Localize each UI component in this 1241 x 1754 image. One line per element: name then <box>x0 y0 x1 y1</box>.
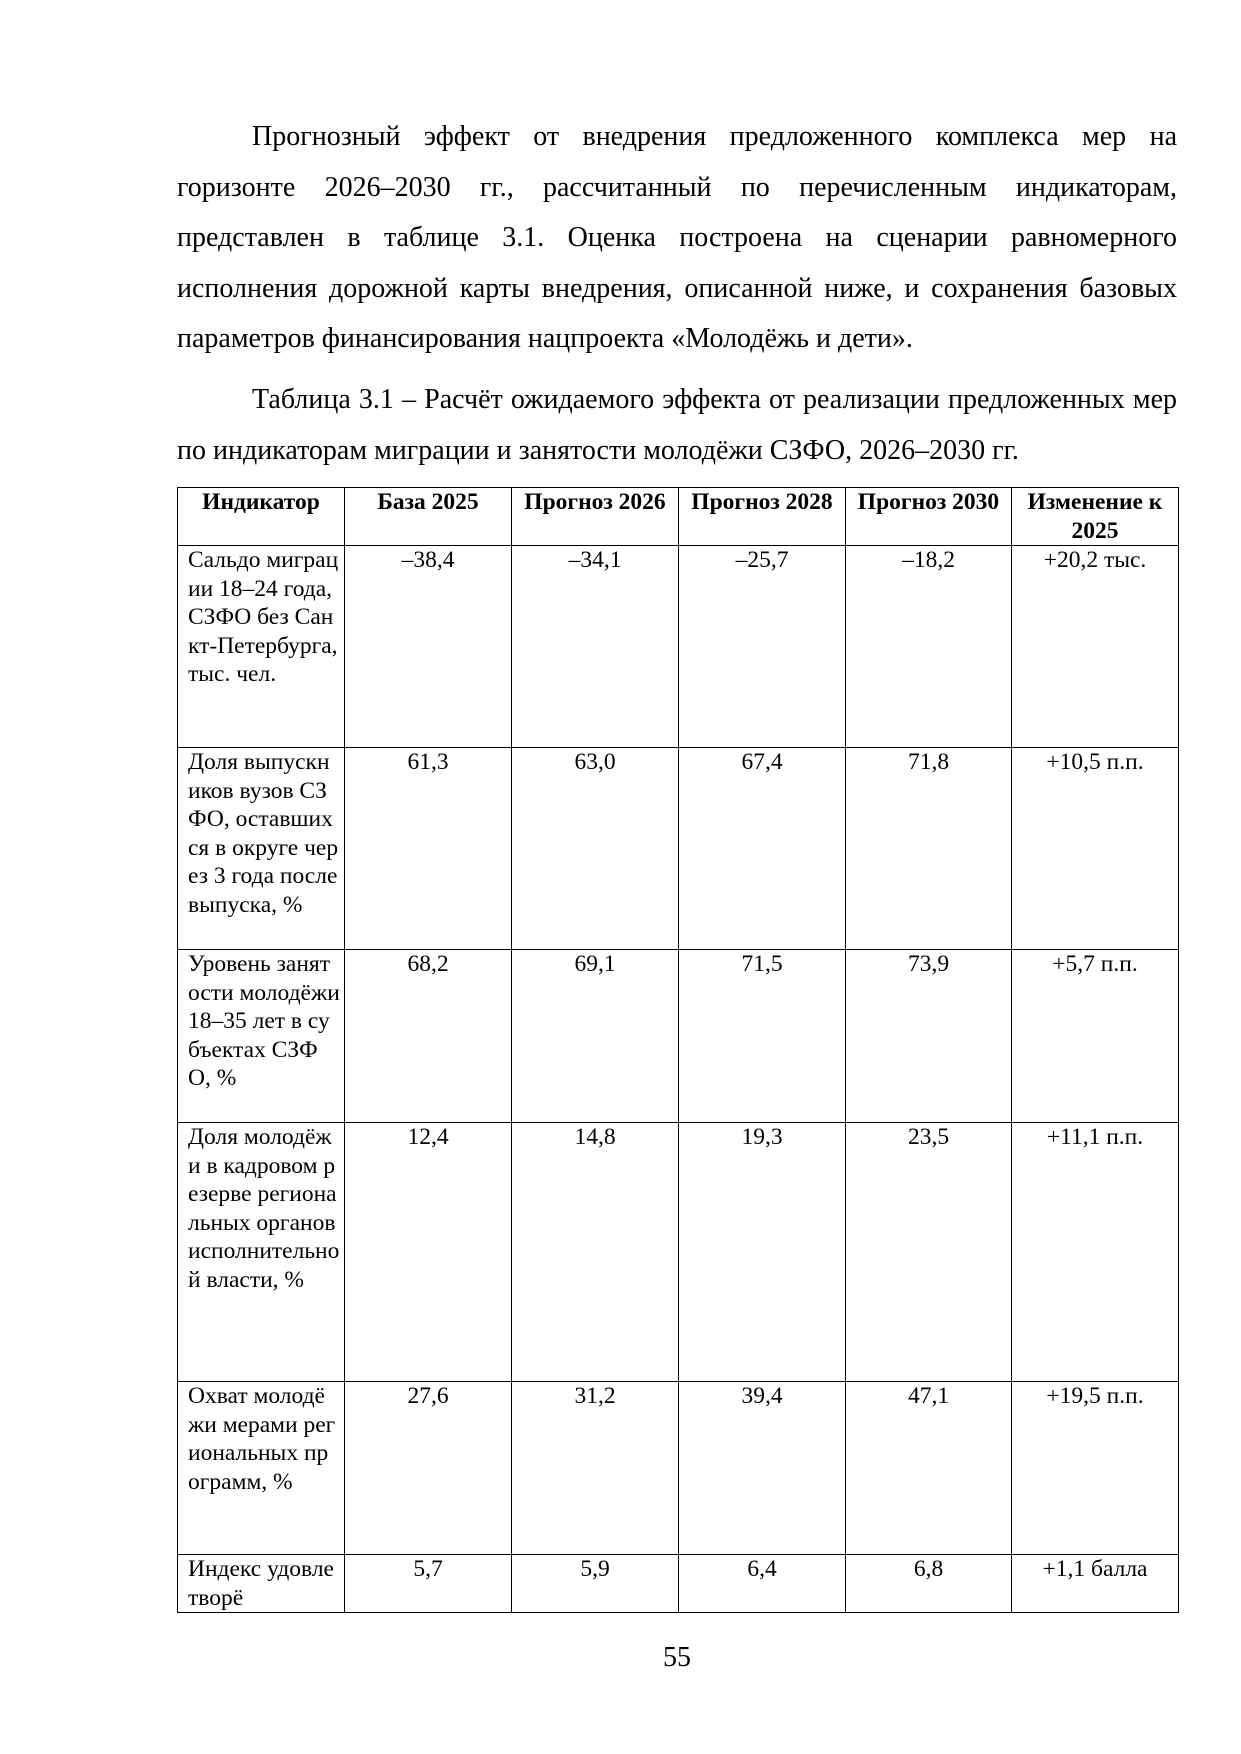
page-number: 55 <box>663 1642 691 1673</box>
cell-indicator: Сальдо миграции 18–24 года, СЗФО без Санкт-Петербурга, тыс. чел. <box>178 546 345 748</box>
cell-base-2025: 61,3 <box>345 748 512 950</box>
cell-indicator: Охват молодёжи мерами региональных программ, % <box>178 1382 345 1555</box>
table-header-row <box>178 488 1179 546</box>
table-row <box>178 546 1179 748</box>
cell-change: +1,1 балла <box>1012 1555 1179 1613</box>
cell-indicator: Доля выпускников вузов СЗФО, оставшихся в округе через 3 года после выпуска, % <box>178 748 345 950</box>
cell-base-2025: 27,6 <box>345 1382 512 1555</box>
cell-forecast-2026: –34,1 <box>512 546 679 748</box>
table-row <box>178 950 1179 1123</box>
cell-forecast-2026: 14,8 <box>512 1123 679 1382</box>
cell-forecast-2028: –25,7 <box>679 546 846 748</box>
header-base-2025: База 2025 <box>345 488 512 546</box>
cell-forecast-2028: 6,4 <box>679 1555 846 1613</box>
header-forecast-2028: Прогноз 2028 <box>679 488 846 546</box>
cell-indicator: Уровень занятости молодёжи 18–35 лет в субъектах СЗФО, % <box>178 950 345 1123</box>
cell-forecast-2026: 5,9 <box>512 1555 679 1613</box>
table-row <box>178 748 1179 950</box>
cell-forecast-2030: 47,1 <box>846 1382 1012 1555</box>
cell-forecast-2026: 69,1 <box>512 950 679 1123</box>
header-forecast-2030: Прогноз 2030 <box>846 488 1012 546</box>
table-row <box>178 1123 1179 1382</box>
cell-change: +5,7 п.п. <box>1012 950 1179 1123</box>
table-caption: Таблица 3.1 – Расчёт ожидаемого эффекта от реализации предложенных мер по индикаторам миграции и занятости молодёжи СЗФО, 2026–2030 гг. <box>177 384 1177 466</box>
cell-indicator: Доля молодёжи в кадровом резерве региональных органов исполнительной власти, % <box>178 1123 345 1382</box>
cell-change: +11,1 п.п. <box>1012 1123 1179 1382</box>
cell-change: +20,2 тыс. <box>1012 546 1179 748</box>
cell-forecast-2028: 71,5 <box>679 950 846 1123</box>
cell-change: +10,5 п.п. <box>1012 748 1179 950</box>
cell-forecast-2026: 63,0 <box>512 748 679 950</box>
cell-base-2025: 68,2 <box>345 950 512 1123</box>
cell-base-2025: –38,4 <box>345 546 512 748</box>
table-row <box>178 1382 1179 1555</box>
cell-forecast-2028: 39,4 <box>679 1382 846 1555</box>
cell-base-2025: 12,4 <box>345 1123 512 1382</box>
table-row <box>178 1555 1179 1613</box>
forecast-table <box>177 487 1179 1613</box>
cell-forecast-2030: 71,8 <box>846 748 1012 950</box>
cell-forecast-2026: 31,2 <box>512 1382 679 1555</box>
cell-forecast-2028: 19,3 <box>679 1123 846 1382</box>
cell-forecast-2030: 73,9 <box>846 950 1012 1123</box>
cell-forecast-2030: 23,5 <box>846 1123 1012 1382</box>
cell-change: +19,5 п.п. <box>1012 1382 1179 1555</box>
cell-forecast-2030: –18,2 <box>846 546 1012 748</box>
header-forecast-2026: Прогноз 2026 <box>512 488 679 546</box>
header-indicator: Индикатор <box>178 488 345 546</box>
intro-paragraph: Прогнозный эффект от внедрения предложенного комплекса мер на горизонте 2026–2030 гг., рассчитанный по перечисленным индикаторам, представлен в таблице 3.1. Оценка построена на сценарии равномерного исполнения дорожной карты внедрения, описанной ниже, и сохранения базовых параметров финансирования нацпроекта «Молодёжь и дети». <box>177 121 1177 354</box>
cell-indicator: Индекс удовлетворё <box>178 1555 345 1613</box>
cell-base-2025: 5,7 <box>345 1555 512 1613</box>
cell-forecast-2028: 67,4 <box>679 748 846 950</box>
cell-forecast-2030: 6,8 <box>846 1555 1012 1613</box>
header-change: Изменение к 2025 <box>1012 488 1179 546</box>
